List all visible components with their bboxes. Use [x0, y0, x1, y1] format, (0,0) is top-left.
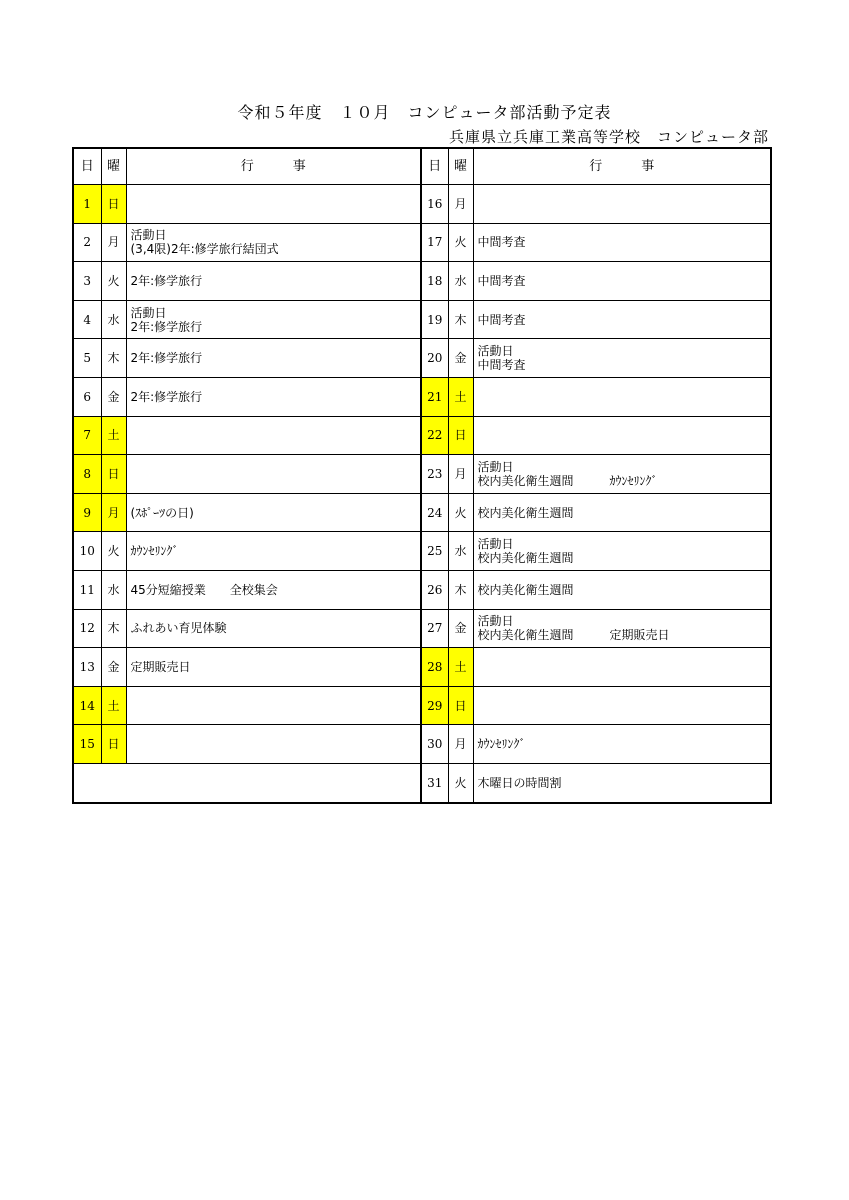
weekday-cell: 月	[448, 185, 473, 224]
header-event-right: 行 事	[473, 148, 771, 185]
day-cell: 15	[73, 725, 101, 764]
day-cell: 21	[421, 377, 448, 416]
table-row	[73, 725, 771, 764]
table-row	[73, 185, 771, 224]
header-weekday-left: 曜	[101, 148, 126, 185]
day-cell: 3	[73, 262, 101, 301]
event-cell: 中間考査	[473, 262, 771, 301]
event-cell	[473, 648, 771, 687]
organization-name: 兵庫県立兵庫工業高等学校 コンピュータ部	[448, 128, 769, 146]
day-cell: 7	[73, 416, 101, 455]
table-row	[73, 570, 771, 609]
weekday-cell: 火	[101, 262, 126, 301]
day-cell: 20	[421, 339, 448, 378]
day-cell: 5	[73, 339, 101, 378]
day-cell: 16	[421, 185, 448, 224]
weekday-cell: 金	[101, 648, 126, 687]
event-cell	[473, 416, 771, 455]
day-cell: 12	[73, 609, 101, 648]
event-cell: 活動日 (3,4限)2年:修学旅行結団式	[126, 223, 421, 262]
event-cell: 2年:修学旅行	[126, 377, 421, 416]
day-cell: 2	[73, 223, 101, 262]
event-cell: 2年:修学旅行	[126, 339, 421, 378]
weekday-cell: 月	[101, 493, 126, 532]
page-title: 令和５年度 １０月 コンピュータ部活動予定表	[237, 103, 612, 122]
table-row	[73, 300, 771, 339]
table-row	[73, 686, 771, 725]
event-cell: 中間考査	[473, 223, 771, 262]
event-cell: 定期販売日	[126, 648, 421, 687]
table-row	[73, 648, 771, 687]
day-cell: 18	[421, 262, 448, 301]
weekday-cell: 火	[448, 763, 473, 802]
day-cell: 8	[73, 455, 101, 494]
event-cell: ｶｳﾝｾﾘﾝｸﾞ	[473, 725, 771, 764]
event-cell: 2年:修学旅行	[126, 262, 421, 301]
day-cell: 31	[421, 763, 448, 802]
weekday-cell: 日	[448, 416, 473, 455]
event-cell: ふれあい育児体験	[126, 609, 421, 648]
weekday-cell: 水	[101, 570, 126, 609]
event-cell	[126, 686, 421, 725]
event-cell	[126, 416, 421, 455]
day-cell: 29	[421, 686, 448, 725]
header-weekday-right: 曜	[448, 148, 473, 185]
weekday-cell: 火	[448, 493, 473, 532]
table-row	[73, 416, 771, 455]
event-cell: 活動日 校内美化衛生週間 ｶｳﾝｾﾘﾝｸﾞ	[473, 455, 771, 494]
day-cell: 27	[421, 609, 448, 648]
event-cell: 中間考査	[473, 300, 771, 339]
weekday-cell: 土	[448, 648, 473, 687]
weekday-cell: 土	[101, 686, 126, 725]
event-cell: 活動日 中間考査	[473, 339, 771, 378]
table-row	[73, 262, 771, 301]
weekday-cell: 土	[101, 416, 126, 455]
weekday-cell: 水	[448, 532, 473, 571]
weekday-cell: 木	[101, 339, 126, 378]
weekday-cell: 日	[448, 686, 473, 725]
table-row	[73, 532, 771, 571]
event-cell: 45分短縮授業 全校集会	[126, 570, 421, 609]
weekday-cell: 金	[448, 339, 473, 378]
event-cell	[126, 725, 421, 764]
event-cell	[473, 185, 771, 224]
table-row	[73, 455, 771, 494]
day-cell: 9	[73, 493, 101, 532]
weekday-cell: 金	[448, 609, 473, 648]
weekday-cell: 木	[101, 609, 126, 648]
header-day-right: 日	[421, 148, 448, 185]
day-cell: 24	[421, 493, 448, 532]
event-cell	[473, 686, 771, 725]
weekday-cell: 金	[101, 377, 126, 416]
weekday-cell: 土	[448, 377, 473, 416]
event-cell: 活動日 2年:修学旅行	[126, 300, 421, 339]
event-cell	[473, 377, 771, 416]
header-event-left: 行 事	[126, 148, 421, 185]
weekday-cell: 月	[101, 223, 126, 262]
day-cell: 11	[73, 570, 101, 609]
event-cell	[126, 455, 421, 494]
schedule-table	[72, 147, 772, 804]
event-cell: ｶｳﾝｾﾘﾝｸﾞ	[126, 532, 421, 571]
event-cell: (ｽﾎﾟｰﾂの日)	[126, 493, 421, 532]
event-cell: 校内美化衛生週間	[473, 570, 771, 609]
day-cell: 4	[73, 300, 101, 339]
weekday-cell: 水	[448, 262, 473, 301]
day-cell: 19	[421, 300, 448, 339]
header-row	[73, 148, 771, 185]
table-row	[73, 223, 771, 262]
weekday-cell: 日	[101, 455, 126, 494]
day-cell: 23	[421, 455, 448, 494]
empty-cell	[73, 763, 421, 802]
event-cell: 活動日 校内美化衛生週間	[473, 532, 771, 571]
weekday-cell: 日	[101, 725, 126, 764]
table-row	[73, 609, 771, 648]
day-cell: 14	[73, 686, 101, 725]
weekday-cell: 木	[448, 570, 473, 609]
weekday-cell: 木	[448, 300, 473, 339]
day-cell: 30	[421, 725, 448, 764]
day-cell: 22	[421, 416, 448, 455]
weekday-cell: 日	[101, 185, 126, 224]
day-cell: 6	[73, 377, 101, 416]
day-cell: 26	[421, 570, 448, 609]
table-row	[73, 339, 771, 378]
weekday-cell: 火	[448, 223, 473, 262]
day-cell: 13	[73, 648, 101, 687]
header-day-left: 日	[73, 148, 101, 185]
weekday-cell: 月	[448, 455, 473, 494]
day-cell: 1	[73, 185, 101, 224]
day-cell: 25	[421, 532, 448, 571]
event-cell	[126, 185, 421, 224]
day-cell: 10	[73, 532, 101, 571]
day-cell: 28	[421, 648, 448, 687]
schedule-body	[73, 185, 771, 803]
weekday-cell: 月	[448, 725, 473, 764]
day-cell: 17	[421, 223, 448, 262]
event-cell: 木曜日の時間割	[473, 763, 771, 802]
weekday-cell: 水	[101, 300, 126, 339]
table-row	[73, 763, 771, 802]
weekday-cell: 火	[101, 532, 126, 571]
event-cell: 校内美化衛生週間	[473, 493, 771, 532]
table-row	[73, 493, 771, 532]
event-cell: 活動日 校内美化衛生週間 定期販売日	[473, 609, 771, 648]
table-row	[73, 377, 771, 416]
